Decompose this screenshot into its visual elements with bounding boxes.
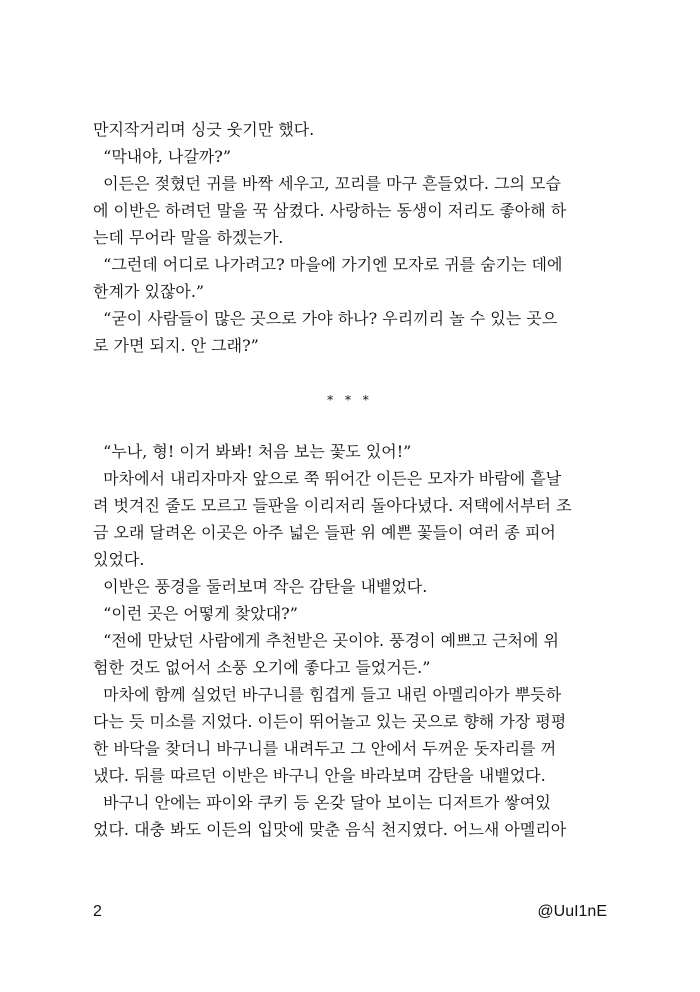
text-line: 로 가면 되지. 안 그래?” xyxy=(93,336,259,355)
text-line: 마차에서 내리자마자 앞으로 쭉 뛰어간 이든은 모자가 바람에 흩날 xyxy=(93,469,562,488)
text-line: 이반은 풍경을 둘러보며 작은 감탄을 내뱉었다. xyxy=(93,577,428,596)
text-line: “그런데 어디로 나가려고? 마을에 가기엔 모자로 귀를 숨기는 데에 xyxy=(93,255,563,274)
author-handle: @UuI1nE xyxy=(537,903,607,920)
text-line: 마차에 함께 실었던 바구니를 힘겹게 들고 내린 아멜리아가 뿌듯하 xyxy=(93,685,562,704)
text-line: “누나, 형! 이거 봐봐! 처음 보는 꽃도 있어!” xyxy=(93,442,412,461)
text-line: 냈다. 뒤를 따르던 이반은 바구니 안을 바라보며 감탄을 내뱉었다. xyxy=(93,766,546,785)
text-section-2 xyxy=(93,438,608,843)
text-line: “막내야, 나갈까?” xyxy=(93,147,232,166)
page-number: 2 xyxy=(93,903,102,920)
text-line: 이든은 젖혔던 귀를 바짝 세우고, 꼬리를 마구 흔들었다. 그의 모습 xyxy=(93,174,561,193)
text-line: 있었다. xyxy=(93,550,145,569)
text-line: 었다. 대충 봐도 이든의 입맛에 맞춘 음식 천지였다. 어느새 아멜리아 xyxy=(93,820,567,839)
text-line: “이런 곳은 어떻게 찾았대?” xyxy=(93,604,298,623)
text-line: 려 벗겨진 줄도 모르고 들판을 이리저리 돌아다녔다. 저택에서부터 조 xyxy=(93,496,572,515)
section-separator: * * * xyxy=(327,393,373,407)
text-section-1 xyxy=(93,116,608,359)
text-line: 다는 듯 미소를 지었다. 이든이 뛰어놀고 있는 곳으로 향해 가장 평평 xyxy=(93,712,567,731)
text-line: 바구니 안에는 파이와 쿠키 등 온갖 달아 보이는 디저트가 쌓여있 xyxy=(93,793,551,812)
text-line: “굳이 사람들이 많은 곳으로 가야 하나? 우리끼리 놀 수 있는 곳으 xyxy=(93,309,558,328)
text-line: 한 바닥을 찾더니 바구니를 내려두고 그 안에서 두꺼운 돗자리를 꺼 xyxy=(93,739,557,758)
text-line: “전에 만났던 사람에게 추천받은 곳이야. 풍경이 예쁘고 근처에 위 xyxy=(93,631,559,650)
text-line: 험한 것도 없어서 소풍 오기에 좋다고 들었거든.” xyxy=(93,658,431,677)
text-line: 한계가 있잖아.” xyxy=(93,282,205,301)
text-line: 만지작거리며 싱긋 웃기만 했다. xyxy=(93,120,315,139)
text-line: 는데 무어라 말을 하겠는가. xyxy=(93,228,284,247)
text-line: 금 오래 달려온 이곳은 아주 넓은 들판 위 예쁜 꽃들이 여러 종 피어 xyxy=(93,523,556,542)
text-line: 에 이반은 하려던 말을 꾹 삼켰다. 사랑하는 동생이 저리도 좋아해 하 xyxy=(93,201,567,220)
